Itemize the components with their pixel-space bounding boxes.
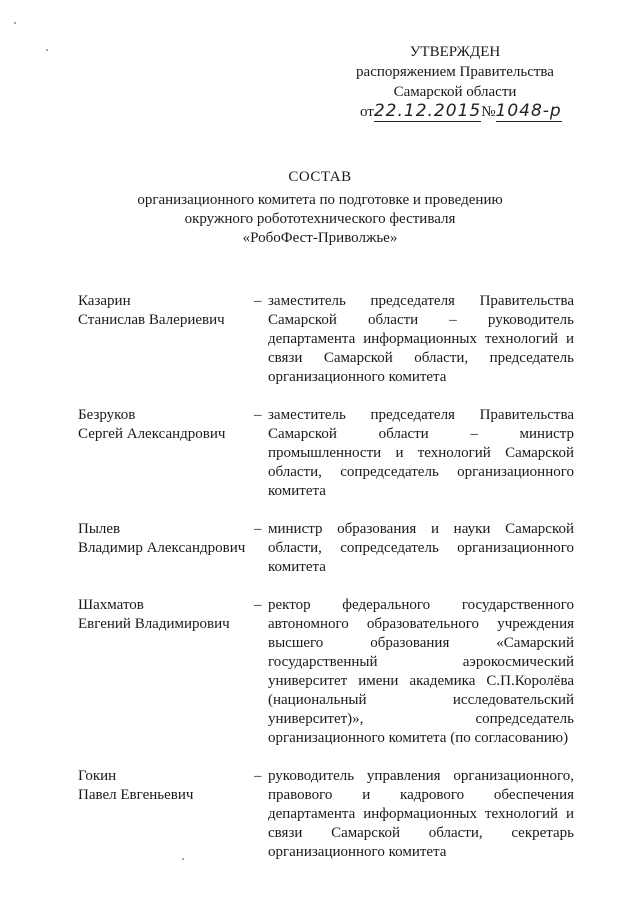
- member-role: заместитель председателя Правительства Самарской области – руководитель департамента информационных технологий и связи Самарской области, председатель организационного комитета: [268, 293, 574, 385]
- member-role: министр образования и науки Самарской области, сопредседатель организационного комитета: [268, 521, 574, 575]
- document-title: СОСТАВ: [288, 169, 352, 185]
- committee-member-list: [78, 292, 574, 881]
- approval-title: УТВЕРЖДЕН: [409, 44, 501, 60]
- member-row: [78, 292, 574, 387]
- approval-region: Самарской области: [393, 84, 517, 100]
- member-first-names: Сергей Александрович: [78, 426, 226, 442]
- member-role: заместитель председателя Правительства Самарской области – министр промышленности и технологий Самарской области, сопредседатель организационного комитета: [268, 407, 574, 499]
- subtitle-line-2: окружного робототехнического фестиваля: [184, 211, 456, 227]
- handwritten-date: 22.12.2015: [373, 101, 482, 121]
- handwritten-number: 1048-р: [495, 101, 562, 121]
- member-name: [78, 406, 254, 501]
- member-row: [78, 520, 574, 577]
- scan-speck: [182, 858, 184, 860]
- member-row: [78, 406, 574, 501]
- member-last-name: Безруков: [78, 407, 136, 423]
- member-last-name: Шахматов: [78, 597, 144, 613]
- member-name: [78, 767, 254, 862]
- member-first-names: Евгений Владимирович: [78, 616, 230, 632]
- member-role: ректор федерального государственного автономного образовательного учреждения высшего образования «Самарский государственный аэрокосмический университет имени академика С.П.Королёва (национальный исследовательский университет)», сопредседатель организационного комитета (по согласованию): [268, 597, 574, 746]
- member-name: [78, 596, 254, 748]
- member-last-name: Казарин: [78, 293, 131, 309]
- subtitle-line-1: организационного комитета по подготовке и проведению: [137, 192, 503, 208]
- number-underline: [496, 103, 562, 122]
- date-underline: [374, 103, 481, 122]
- approval-date-number: [330, 103, 580, 123]
- member-dash: –: [254, 768, 262, 784]
- member-name: [78, 520, 254, 577]
- member-first-names: Владимир Александрович: [78, 540, 246, 556]
- scan-speck: [14, 22, 16, 24]
- subtitle-line-3: «РобоФест-Приволжье»: [242, 230, 398, 246]
- member-last-name: Гокин: [78, 768, 117, 784]
- member-name: [78, 292, 254, 387]
- member-dash: –: [254, 521, 262, 537]
- member-row: [78, 596, 574, 748]
- scan-speck: [46, 49, 48, 51]
- approval-authority: распоряжением Правительства: [356, 64, 554, 80]
- member-first-names: Станислав Валериевич: [78, 312, 225, 328]
- date-prefix: от: [360, 104, 374, 120]
- member-dash: –: [254, 293, 262, 309]
- number-prefix: №: [481, 104, 496, 120]
- member-dash: –: [254, 407, 262, 423]
- member-first-names: Павел Евгеньевич: [78, 787, 194, 803]
- approval-stamp: [330, 43, 580, 123]
- member-role: руководитель управления организационного, правового и кадрового обеспечения департамента информационных технологий и связи Самарской области, секретарь организационного комитета: [268, 768, 574, 860]
- document-heading: [60, 168, 580, 248]
- member-row: [78, 767, 574, 862]
- member-last-name: Пылев: [78, 521, 121, 537]
- member-dash: –: [254, 597, 262, 613]
